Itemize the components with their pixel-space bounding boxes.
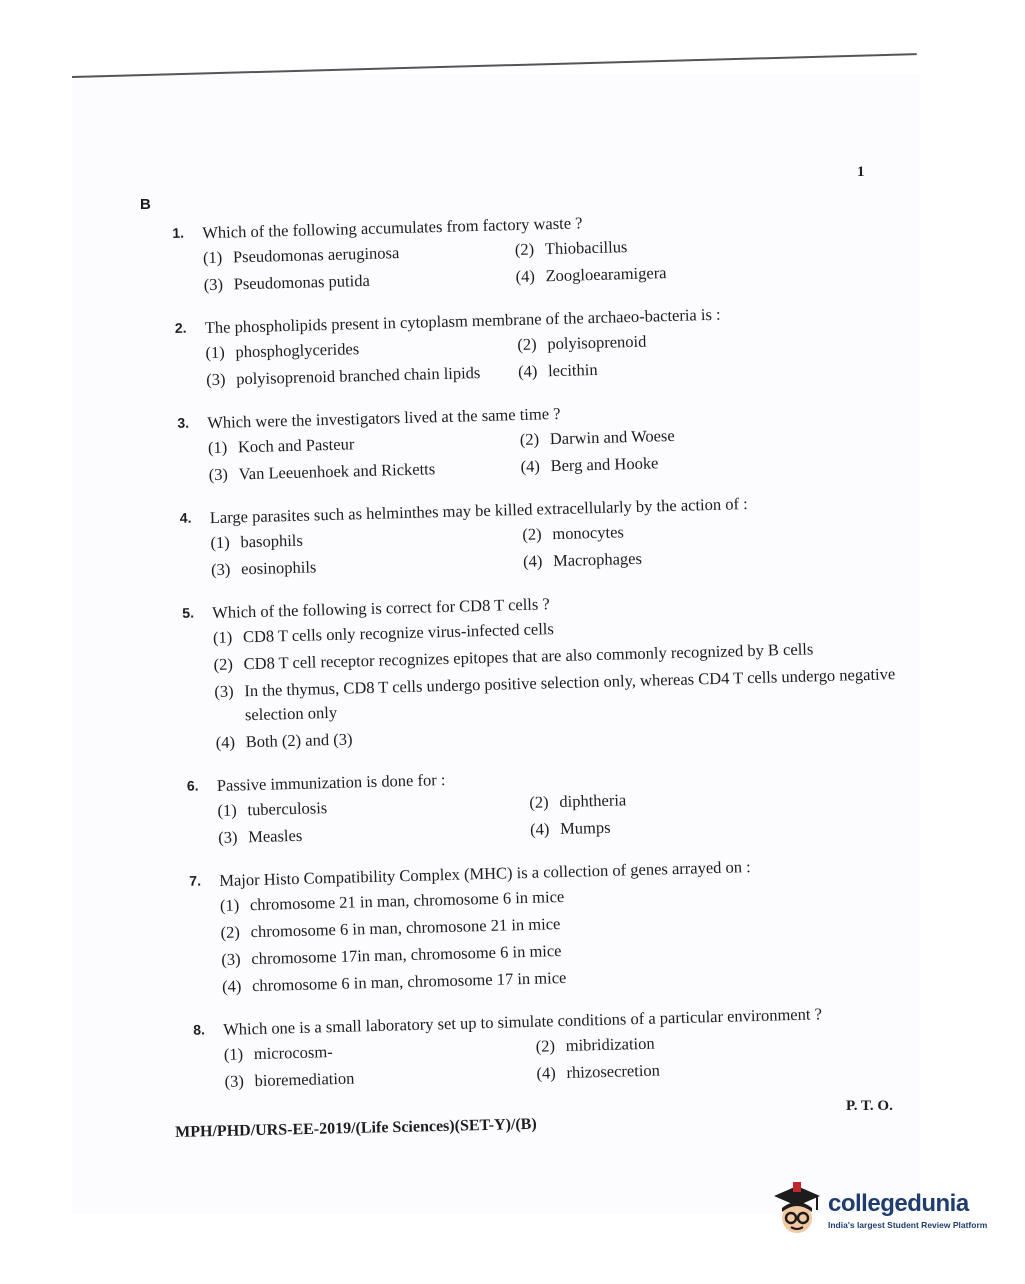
option-number: (2) <box>535 1036 556 1056</box>
question-number: 5. <box>182 604 195 621</box>
option-number: (2) <box>517 334 537 354</box>
option-number: (2) <box>529 792 549 812</box>
option-number: (4) <box>215 732 236 753</box>
watermark-brand: collegedunia <box>828 1190 969 1217</box>
option-text: Darwin and Woese <box>549 425 675 449</box>
option-number: (4) <box>520 456 541 476</box>
collegedunia-logo-icon <box>770 1180 824 1240</box>
option-number: (4) <box>529 819 550 839</box>
option-text: Koch and Pasteur <box>237 434 355 457</box>
option-number: (3) <box>214 681 234 702</box>
option-number: (1) <box>219 895 240 915</box>
pto-label: P. T. O. <box>846 1098 893 1114</box>
watermark-tagline: India's largest Student Review Platform <box>828 1220 988 1230</box>
question <box>182 581 906 756</box>
option-text: lecithin <box>547 359 598 381</box>
question <box>179 486 901 583</box>
option-text: chromosome 21 in man, chromosome 6 in mice <box>249 886 565 915</box>
answer-option <box>224 1062 537 1094</box>
option-text: polyisoprenoid <box>547 331 647 354</box>
answer-option <box>208 455 521 487</box>
answer-option <box>203 265 516 297</box>
option-text: chromosome 17in man, chromosome 6 in mice <box>251 941 562 969</box>
option-text: Berg and Hooke <box>550 453 659 476</box>
collegedunia-watermark <box>770 1180 987 1240</box>
option-text: CD8 T cells only recognize virus-infected cells <box>242 619 555 647</box>
page-number: 1 <box>857 164 865 180</box>
option-text: CD8 T cell receptor recognizes epitopes that are also commonly recognized by B cells <box>243 639 814 674</box>
question-text: Which of the following is correct for CD8 T cells ? <box>212 594 550 623</box>
option-text: Pseudomonas aeruginosa <box>232 243 400 267</box>
option-number: (2) <box>522 524 542 544</box>
question <box>174 296 896 393</box>
question-text: Which one is a small laboratory set up to simulate conditions of a particular environment ? <box>222 1004 823 1039</box>
option-number: (1) <box>217 800 237 821</box>
option-number: (2) <box>220 922 241 942</box>
question-number: 4. <box>179 509 192 526</box>
question-number: 7. <box>189 872 202 889</box>
option-number: (1) <box>205 342 225 363</box>
option-text: Mumps <box>559 817 611 839</box>
option-number: (1) <box>207 437 228 458</box>
option-number: (3) <box>217 827 238 847</box>
option-text: mibridization <box>565 1033 655 1055</box>
answer-option <box>211 550 524 582</box>
question-number: 6. <box>186 777 199 794</box>
option-number: (2) <box>213 654 234 675</box>
question <box>193 998 915 1095</box>
option-text: chromosome 6 in man, chromosome 17 in mice <box>251 967 567 996</box>
option-text: In the thymus, CD8 T cells undergo positive selection only, whereas CD4 T cells undergo negative selection only <box>244 664 896 725</box>
question-text: Passive immunization is done for : <box>216 770 446 796</box>
question-text: Major Histo Compatibility Complex (MHC) is a collection of genes arrayed on : <box>219 857 751 890</box>
option-number: (4) <box>515 266 536 287</box>
question <box>177 391 899 488</box>
option-number: (4) <box>536 1063 556 1083</box>
option-text: polyisoprenoid branched chain lipids <box>235 362 481 389</box>
option-text: Both (2) and (3) <box>245 729 353 752</box>
option-text: eosinophils <box>240 557 317 579</box>
question-text: Which of the following accumulates from factory waste ? <box>202 213 583 243</box>
option-number: (1) <box>212 627 233 648</box>
option-text: Pseudomonas putida <box>233 270 371 294</box>
question-number: 3. <box>177 414 190 431</box>
option-number: (3) <box>224 1071 245 1091</box>
option-number: (3) <box>203 274 224 295</box>
option-list <box>213 608 906 755</box>
question <box>189 849 912 1000</box>
option-number: (3) <box>221 949 241 969</box>
paper-code: MPH/PHD/URS-EE-2019/(Life Sciences)(SET-Y)/(B) <box>175 1115 537 1141</box>
option-text: Macrophages <box>552 548 643 571</box>
option-text: basophils <box>240 530 304 552</box>
option-number: (2) <box>519 429 540 449</box>
option-number: (3) <box>205 369 226 390</box>
option-text: monocytes <box>552 522 625 544</box>
option-text: rhizosecretion <box>566 1060 661 1082</box>
option-number: (3) <box>210 559 231 580</box>
question-text: Large parasites such as helminthes may be killed extracellularly by the action of : <box>209 494 748 528</box>
option-text: Measles <box>247 825 303 847</box>
option-number: (4) <box>522 551 543 571</box>
option-text: Zoogloearamigera <box>545 263 667 286</box>
option-number: (4) <box>517 361 538 381</box>
question-text: Which were the investigators lived at the same time ? <box>207 403 561 433</box>
option-text: tuberculosis <box>247 798 328 820</box>
option-text: bioremediation <box>254 1068 355 1091</box>
option-text: Van Leeuenhoek and Ricketts <box>238 459 436 484</box>
option-number: (4) <box>221 976 242 996</box>
option-number: (2) <box>514 239 535 260</box>
answer-option <box>206 360 519 392</box>
question-number: 8. <box>192 1021 206 1038</box>
option-text: microcosm- <box>253 1042 333 1064</box>
question-list <box>172 201 915 1112</box>
question <box>186 754 908 851</box>
option-text: Thiobacillus <box>544 237 628 259</box>
question-text: The phospholipids present in cytoplasm membrane of the archaeo-bacteria is : <box>204 304 721 338</box>
option-text: chromosome 6 in man, chromosone 21 in mice <box>250 914 561 942</box>
option-number: (1) <box>202 247 223 268</box>
option-number: (3) <box>208 464 229 485</box>
question-number: 2. <box>174 319 187 336</box>
option-number: (1) <box>210 532 230 553</box>
option-text: diphtheria <box>559 790 627 812</box>
answer-option <box>218 818 531 850</box>
option-list <box>220 876 913 999</box>
option-text: phosphoglycerides <box>235 339 360 362</box>
question-number: 1. <box>172 224 185 241</box>
set-letter: B <box>140 196 151 213</box>
option-number: (1) <box>223 1044 244 1064</box>
